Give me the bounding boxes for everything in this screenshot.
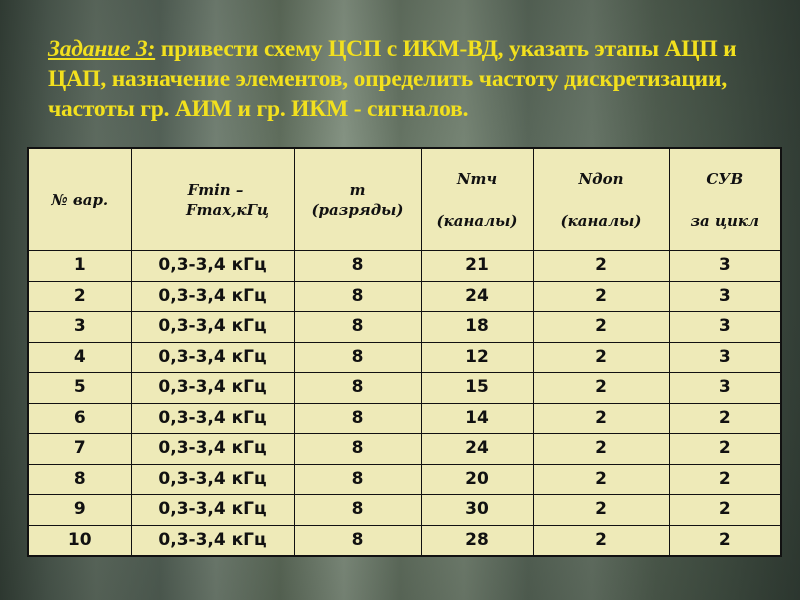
table-row <box>28 342 781 373</box>
cell-suv: 2 <box>669 434 781 465</box>
cell-variant: 1 <box>28 251 131 282</box>
cell-suv: 3 <box>669 373 781 404</box>
cell-ndop: 2 <box>533 434 669 465</box>
cell-ndop: 2 <box>533 251 669 282</box>
cell-ndop: 2 <box>533 312 669 343</box>
cell-frequency: 0,3-3,4 кГц <box>131 251 294 282</box>
header-ndop-channels: Nдоп (каналы) <box>533 148 669 251</box>
cell-suv: 3 <box>669 251 781 282</box>
cell-ntch: 15 <box>421 373 533 404</box>
header-suv-per-cycle: СУВ за цикл <box>669 148 781 251</box>
cell-bits: 8 <box>294 495 421 526</box>
cell-variant: 9 <box>28 495 131 526</box>
table-row <box>28 312 781 343</box>
task-label: Задание 3: <box>48 36 156 62</box>
cell-ntch: 12 <box>421 342 533 373</box>
cell-frequency: 0,3-3,4 кГц <box>131 464 294 495</box>
cell-ndop: 2 <box>533 281 669 312</box>
table-row <box>28 281 781 312</box>
cell-bits: 8 <box>294 434 421 465</box>
cell-variant: 6 <box>28 403 131 434</box>
cell-ndop: 2 <box>533 525 669 556</box>
cell-variant: 3 <box>28 312 131 343</box>
cell-ndop: 2 <box>533 342 669 373</box>
cell-bits: 8 <box>294 281 421 312</box>
table-row <box>28 403 781 434</box>
cell-suv: 3 <box>669 342 781 373</box>
header-ntch-channels: Nтч (каналы) <box>421 148 533 251</box>
cell-bits: 8 <box>294 251 421 282</box>
cell-suv: 2 <box>669 464 781 495</box>
cell-ndop: 2 <box>533 464 669 495</box>
cell-ntch: 18 <box>421 312 533 343</box>
cell-suv: 2 <box>669 525 781 556</box>
cell-ntch: 24 <box>421 281 533 312</box>
cell-ntch: 24 <box>421 434 533 465</box>
cell-ndop: 2 <box>533 373 669 404</box>
table-row <box>28 525 781 556</box>
cell-bits: 8 <box>294 525 421 556</box>
cell-ntch: 30 <box>421 495 533 526</box>
cell-variant: 5 <box>28 373 131 404</box>
cell-frequency: 0,3-3,4 кГц <box>131 342 294 373</box>
cell-bits: 8 <box>294 373 421 404</box>
cell-bits: 8 <box>294 342 421 373</box>
cell-variant: 4 <box>28 342 131 373</box>
cell-suv: 2 <box>669 495 781 526</box>
cell-bits: 8 <box>294 312 421 343</box>
cell-frequency: 0,3-3,4 кГц <box>131 525 294 556</box>
cell-ntch: 14 <box>421 403 533 434</box>
cell-frequency: 0,3-3,4 кГц <box>131 281 294 312</box>
cell-ntch: 28 <box>421 525 533 556</box>
table-row <box>28 434 781 465</box>
table-header-row <box>28 148 781 251</box>
cell-suv: 3 <box>669 281 781 312</box>
cell-suv: 3 <box>669 312 781 343</box>
cell-bits: 8 <box>294 464 421 495</box>
task-text: привести схему ЦСП с ИКМ-ВД, указать этапы АЦП и ЦАП, назначение элементов, определить частоту дискретизации, частоты гр. АИМ и гр. ИКМ - сигналов. <box>48 36 737 122</box>
table-row <box>28 495 781 526</box>
cell-bits: 8 <box>294 403 421 434</box>
cell-variant: 2 <box>28 281 131 312</box>
cell-ndop: 2 <box>533 495 669 526</box>
cell-ntch: 21 <box>421 251 533 282</box>
cell-frequency: 0,3-3,4 кГц <box>131 434 294 465</box>
task-statement <box>48 34 768 124</box>
cell-variant: 10 <box>28 525 131 556</box>
header-variant: № вар. <box>28 148 131 251</box>
table-row <box>28 373 781 404</box>
cell-frequency: 0,3-3,4 кГц <box>131 373 294 404</box>
cell-ndop: 2 <box>533 403 669 434</box>
cell-variant: 7 <box>28 434 131 465</box>
cell-ntch: 20 <box>421 464 533 495</box>
header-bits: m (разряды) <box>294 148 421 251</box>
table-row <box>28 251 781 282</box>
cell-frequency: 0,3-3,4 кГц <box>131 495 294 526</box>
cell-frequency: 0,3-3,4 кГц <box>131 312 294 343</box>
header-frequency-range: Fmin – Fmax,кГц <box>131 148 294 251</box>
table-row <box>28 464 781 495</box>
variants-table <box>27 147 782 557</box>
cell-frequency: 0,3-3,4 кГц <box>131 403 294 434</box>
cell-suv: 2 <box>669 403 781 434</box>
cell-variant: 8 <box>28 464 131 495</box>
